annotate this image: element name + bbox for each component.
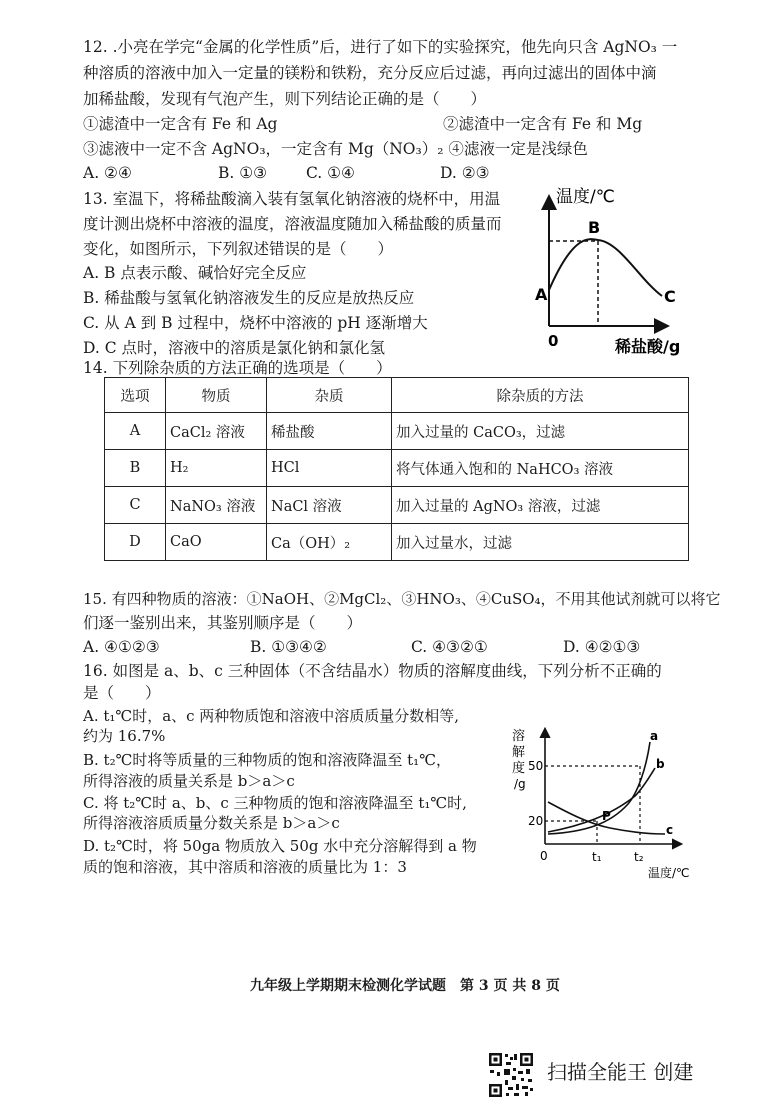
table-cell: B — [105, 450, 166, 487]
q15-line-2: 们逐一鉴别出来，其鉴别顺序是（ ） — [83, 614, 363, 632]
q15-option-b: B. ①③④② — [250, 638, 327, 656]
q16-option-d-1: D. t₂℃时，将 50ga 物质放入 50g 水中充分溶解得到 a 物 — [83, 837, 477, 855]
q16-option-d-2: 质的饱和溶液，其中溶质和溶液的质量比为 1：3 — [83, 858, 407, 876]
impurity-table — [104, 377, 689, 561]
table-cell: CaCl₂ 溶液 — [166, 413, 267, 450]
q15-option-d: D. ④②①③ — [563, 638, 641, 656]
solubility-graph — [510, 724, 700, 884]
q13-line-2: 度计测出烧杯中溶液的温度，溶液温度随加入稀盐酸的质量而 — [83, 215, 502, 233]
point-c-label: C — [664, 287, 676, 306]
table-cell: D — [105, 524, 166, 561]
temperature-graph — [528, 180, 698, 360]
tick-t1-label: t₁ — [592, 850, 602, 864]
sol-x-label: 温度/℃ — [648, 866, 690, 880]
point-p-label: P — [602, 809, 611, 823]
table-row — [105, 487, 689, 524]
table-header-cell: 杂质 — [267, 378, 392, 413]
table-cell: 加入过量的 CaCO₃，过滤 — [392, 413, 689, 450]
tick-t2-label: t₂ — [634, 850, 644, 864]
page-footer: 九年级上学期期末检测化学试题 第 3 页 共 8 页 — [250, 978, 560, 994]
table-header-cell: 选项 — [105, 378, 166, 413]
table-cell: CaO — [166, 524, 267, 561]
q12-line-1: 12. .小亮在学完“金属的化学性质”后，进行了如下的实验探究，他先向只含 AgNO₃ 一 — [83, 38, 678, 56]
q16-option-c-1: C. 将 t₂℃时 a、b、c 三种物质的饱和溶液降温至 t₁℃时, — [83, 794, 467, 812]
sol-y-label-4: /g — [514, 777, 526, 791]
temp-x-label: 稀盐酸/g — [615, 337, 681, 356]
table-cell: 加入过量的 AgNO₃ 溶液，过滤 — [392, 487, 689, 524]
table-row — [105, 413, 689, 450]
q12-line-2: 种溶质的溶液中加入一定量的镁粉和铁粉，充分反应后过滤，再向过滤出的固体中滴 — [83, 64, 657, 82]
table-cell: 将气体通入饱和的 NaHCO₃ 溶液 — [392, 450, 689, 487]
q15-option-a: A. ④①②③ — [83, 638, 160, 656]
qr-code-icon — [488, 1052, 534, 1098]
q12-statement-1: ①滤渣中一定含有 Fe 和 Ag — [83, 115, 278, 133]
q13-option-d: D. C 点时，溶液中的溶质是氯化钠和氯化氢 — [83, 339, 386, 357]
table-cell: H₂ — [166, 450, 267, 487]
sol-y-label-3: 度 — [512, 761, 526, 776]
table-header-row — [105, 378, 689, 413]
temperature-curve — [549, 239, 662, 296]
q12-statement-3: ③滤液中一定不含 AgNO₃，一定含有 Mg（NO₃）₂ ④滤液一定是浅绿色 — [83, 140, 588, 158]
table-cell: 稀盐酸 — [267, 413, 392, 450]
q15-line-1: 15. 有四种物质的溶液：①NaOH、②MgCl₂、③HNO₃、④CuSO₄，不用其他试剂就可以将它 — [83, 590, 721, 608]
table-cell: A — [105, 413, 166, 450]
scanner-watermark: 扫描全能王 创建 — [547, 1060, 694, 1084]
table-cell: HCl — [267, 450, 392, 487]
table-header-cell: 除杂质的方法 — [392, 378, 689, 413]
point-b-label: B — [588, 218, 601, 237]
temp-y-label: 温度/℃ — [556, 187, 615, 207]
q12-statement-2: ②滤渣中一定含有 Fe 和 Mg — [443, 115, 643, 133]
point-a-label: A — [535, 285, 548, 304]
table-cell: Ca（OH）₂ — [267, 524, 392, 561]
table-cell: NaNO₃ 溶液 — [166, 487, 267, 524]
q12-option-b: B. ①③ — [218, 164, 268, 182]
table-cell: NaCl 溶液 — [267, 487, 392, 524]
temp-origin-label: 0 — [548, 332, 559, 350]
q14-title: 14. 下列除杂质的方法正确的选项是（ ） — [83, 359, 392, 377]
q16-option-a-1: A. t₁℃时，a、c 两种物质饱和溶液中溶质质量分数相等, — [83, 707, 460, 725]
q13-line-3: 变化，如图所示，下列叙述错误的是（ ） — [83, 240, 394, 258]
curve-c-label: c — [666, 823, 674, 837]
q12-option-c: C. ①④ — [306, 164, 355, 182]
q16-option-c-2: 所得溶液溶质质量分数关系是 b＞a＞c — [83, 814, 340, 832]
table-cell: 加入过量水，过滤 — [392, 524, 689, 561]
curve-a-label: a — [650, 729, 659, 743]
q16-option-b-1: B. t₂℃时将等质量的三种物质的饱和溶液降温至 t₁℃， — [83, 751, 451, 769]
q13-option-a: A. B 点表示酸、碱恰好完全反应 — [83, 264, 307, 282]
q16-line-1: 16. 如图是 a、b、c 三种固体（不含结晶水）物质的溶解度曲线，下列分析不正确的 — [83, 662, 662, 680]
table-cell: C — [105, 487, 166, 524]
q12-option-a: A. ②④ — [83, 164, 132, 182]
sol-y-label-2: 解 — [512, 745, 526, 760]
q13-option-c: C. 从 A 到 B 过程中，烧杯中溶液的 pH 逐渐增大 — [83, 314, 428, 332]
q16-option-a-2: 约为 16.7% — [83, 727, 166, 745]
q16-line-2: 是（ ） — [83, 684, 161, 702]
curve-a — [548, 742, 650, 834]
sol-origin-label: 0 — [540, 849, 548, 863]
q16-option-b-2: 所得溶液的质量关系是 b＞a＞c — [83, 772, 295, 790]
table-row — [105, 524, 689, 561]
sol-y-label-1: 溶 — [512, 729, 526, 744]
q13-line-1: 13. 室温下，将稀盐酸滴入装有氢氧化钠溶液的烧杯中，用温 — [83, 190, 501, 208]
table-row — [105, 450, 689, 487]
tick-50-label: 50 — [528, 759, 544, 773]
q12-line-3: 加稀盐酸，发现有气泡产生，则下列结论正确的是（ ） — [83, 90, 487, 108]
table-header-cell: 物质 — [166, 378, 267, 413]
q13-option-b: B. 稀盐酸与氢氧化钠溶液发生的反应是放热反应 — [83, 289, 415, 307]
q12-option-d: D. ②③ — [440, 164, 490, 182]
tick-20-label: 20 — [528, 814, 544, 828]
q15-option-c: C. ④③②① — [411, 638, 488, 656]
curve-b-label: b — [656, 757, 665, 771]
